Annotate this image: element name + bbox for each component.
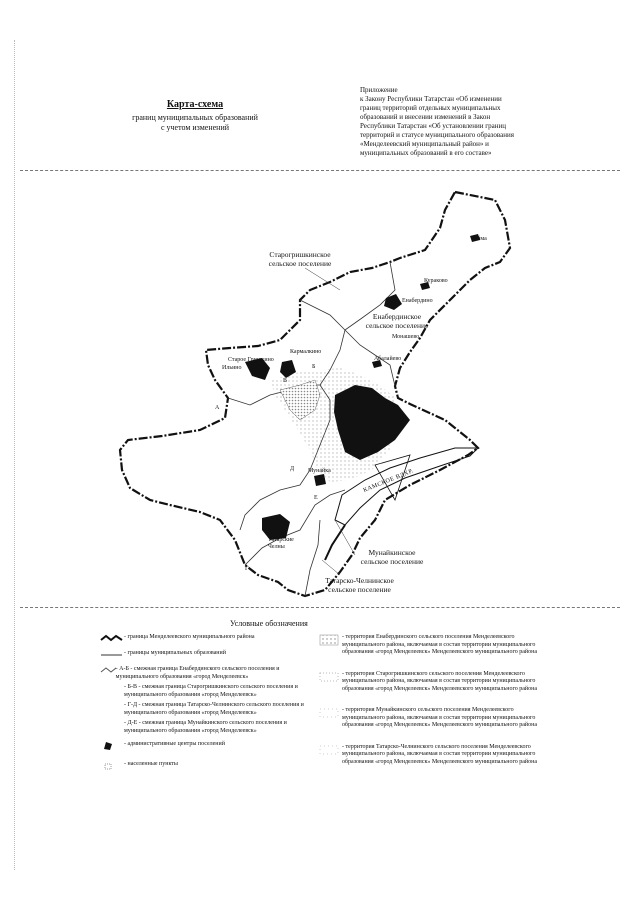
label-enabardino-sp-1: Енабердинское bbox=[372, 312, 422, 321]
appendix-line-3: границ территорий отдельных муниципальных bbox=[360, 104, 501, 112]
label-munaevo-sp-1: Мунайкинское bbox=[368, 548, 416, 557]
map-subtitle-2: с учетом изменений bbox=[160, 123, 230, 132]
settlement-enabardino bbox=[384, 294, 402, 310]
appendix-line-8: муниципальных образований в его составе» bbox=[360, 149, 492, 157]
label-karmalkino: Кармалкино bbox=[290, 349, 322, 355]
legend-item-settlements bbox=[100, 761, 310, 771]
label-kurakovo: Кураково bbox=[424, 278, 448, 284]
label-abalaevo: Абалайево bbox=[374, 356, 402, 362]
legend-symbol-district-boundary bbox=[100, 634, 124, 642]
appendix-line-2: к Закону Республики Татарстан «Об изменении bbox=[360, 95, 502, 103]
label-staroe-grishkino: Старое Гришкино bbox=[228, 357, 274, 363]
river-branch bbox=[325, 525, 345, 560]
point-b: Б bbox=[312, 364, 316, 370]
legend-text-r1: - территория Енабердинского сельского поселения Менделеевского муниципального района, включаемая в состав территории муниципального образования «город Менделеевск» Менделеевского муниципального района bbox=[342, 634, 537, 655]
appendix-line-6: территорий и статусе муниципального образования bbox=[360, 131, 514, 139]
legend-item-munaevo-territory bbox=[318, 707, 543, 730]
label-tatar-chelny: Татарские Челны bbox=[268, 537, 294, 550]
legend-text-r4: - территория Татарско-Челнинского сельского поселения Менделеевского муниципального района, включаемая в состав территории муниципального образования «город Менделеевск» Менделеевского муниципального района bbox=[342, 743, 537, 765]
legend-symbol-shared-boundary bbox=[100, 666, 116, 674]
label-monashevo: Монашево bbox=[392, 334, 420, 340]
point-e: Е bbox=[314, 495, 318, 501]
point-g: Г bbox=[245, 566, 249, 572]
legend-title: Условные обозначения bbox=[230, 619, 308, 628]
label-tatar-chelny-sp bbox=[312, 576, 407, 594]
label-enabardino-sp-2: сельское поселение bbox=[365, 321, 429, 330]
legend-item-ab bbox=[100, 666, 310, 681]
appendix-line-5: Республики Татарстан «Об установлении границ bbox=[360, 122, 506, 130]
legend-item-enabardino-territory bbox=[318, 634, 543, 657]
point-a: А bbox=[215, 405, 220, 411]
label-munaevo-sp bbox=[352, 548, 432, 566]
legend-item-district-boundary bbox=[100, 634, 310, 642]
appendix-line-1: Приложение bbox=[360, 86, 398, 94]
legend-text-7: - административные центры поселений bbox=[124, 741, 225, 747]
legend-text-3: - А-Б - смежная граница Енабердинского сельского поселения и муниципального образования «город Менделеевск» bbox=[115, 666, 280, 680]
map-subtitle-1: границ муниципальных образований bbox=[132, 113, 258, 122]
settlement-munaevo bbox=[314, 474, 326, 486]
legend-left-column bbox=[100, 634, 310, 771]
appendix-line-4: образований и внесении изменений в Закон bbox=[360, 113, 491, 121]
label-starogrishkino-sp-2: сельское поселение bbox=[268, 259, 332, 268]
point-d: Д bbox=[290, 466, 295, 472]
legend-text-r3: - территория Мунайкинского сельского поселения Менделеевского муниципального района, включаемая в состав территории муниципального образования «город Менделеевск» Менделеевского муниципального района bbox=[342, 707, 537, 728]
legend-item-admin-centers bbox=[100, 741, 310, 751]
legend-item-municipal-boundaries bbox=[100, 650, 310, 658]
legend-text-r2: - территория Старогришкинского сельского поселения Менделеевского муниципального района, включаемая в состав территории муниципального образования «город Менделеевск» Менделеевского муниципального района bbox=[342, 670, 537, 692]
legend-text-8: - населенные пункты bbox=[124, 761, 178, 767]
label-enabardino-sp bbox=[352, 312, 442, 330]
label-starogrishkino-sp bbox=[250, 250, 350, 268]
legend-symbol-tatar-chelny bbox=[318, 744, 342, 756]
label-ilyino: Ильино bbox=[222, 365, 242, 371]
legend-symbol-munaevo bbox=[318, 707, 342, 719]
map-title: Карта-схема bbox=[166, 99, 224, 110]
label-tatar-chelny-sp-2: сельское поселение bbox=[328, 585, 391, 594]
label-tatar-chelny-sp-1: Татарско-Челнинское bbox=[325, 576, 394, 585]
legend-item-bv: - Б-В - смежная граница Старогришкинского сельского поселения и муниципального образования «город Менделеевск» bbox=[124, 684, 298, 698]
legend-symbol-starogrishkino bbox=[318, 671, 342, 683]
legend-text-2: - границы муниципальных образований bbox=[124, 650, 226, 656]
legend-item-tatar-chelny-territory bbox=[318, 744, 543, 767]
legend-item-starogrishkino-territory bbox=[318, 671, 543, 694]
label-toyma: Тойма bbox=[471, 236, 487, 242]
legend-item-de: - Д-Е - смежная граница Мунайкинского сельского поселения и муниципального образования «город Менделеевск» bbox=[124, 720, 287, 734]
legend-item-gd: - Г-Д - смежная граница Татарско-Челнинского сельского поселения и муниципального образования «город Менделеевск» bbox=[124, 702, 304, 716]
point-v: В bbox=[283, 378, 288, 384]
legend-divider bbox=[20, 607, 620, 608]
label-enabardino: Енабердино bbox=[402, 298, 433, 304]
legend-symbol-enabardino bbox=[318, 634, 342, 646]
label-kama-reservoir: КАМСКОЕ ВДХР. bbox=[362, 468, 415, 494]
legend-symbol-settlement bbox=[100, 761, 124, 771]
appendix-line-7: «Менделеевский муниципальный район» и bbox=[360, 140, 489, 148]
legend-text-1: - граница Менделеевского муниципального района bbox=[124, 634, 255, 640]
legend-symbol-admin-center bbox=[100, 741, 124, 751]
label-starogrishkino-sp-1: Старогришкинское bbox=[269, 250, 331, 259]
label-munaevo-sp-2: сельское поселение bbox=[360, 557, 424, 566]
label-munaevo: Мунайка bbox=[308, 468, 331, 474]
legend-right-column bbox=[318, 634, 543, 766]
legend-symbol-municipal-boundary bbox=[100, 650, 124, 658]
